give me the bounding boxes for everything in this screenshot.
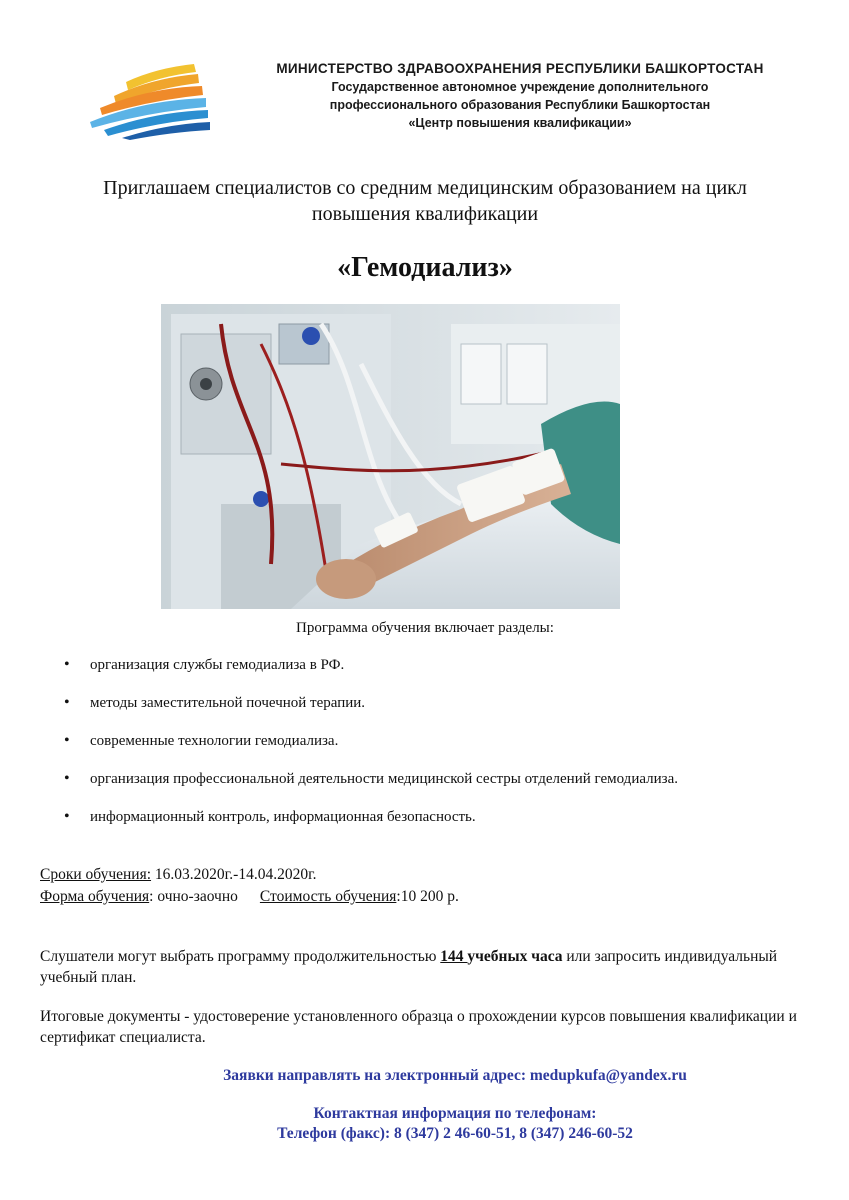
hours-number: 144 [440, 948, 468, 965]
list-item: • методы заместительной почечной терапии. [40, 692, 830, 730]
list-item: • организация профессиональной деятельности медицинской сестры отделений гемодиализа. [40, 768, 830, 806]
org-name-line-1: Государственное автономное учреждение дополнительного [331, 80, 709, 94]
invitation-line-1: Приглашаем специалистов со средним медицинским образованием на цикл [103, 177, 747, 199]
cost-label: Стоимость обучения [259, 888, 397, 905]
org-name-line-3: «Центр повышения квалификации» [408, 116, 632, 130]
hours-text-after: или запросить индивидуальный учебный план. [40, 948, 778, 986]
logo-stripes-icon [86, 60, 216, 140]
institution-logo [86, 60, 216, 140]
list-item: • информационный контроль, информационная безопасность. [40, 806, 830, 844]
invitation-line-2: повышения квалификации [311, 203, 539, 225]
dates-label: Сроки обучения: [40, 866, 152, 883]
hours-word: учебных часа [467, 948, 563, 965]
dates-row [40, 864, 459, 886]
organization-header [240, 60, 800, 132]
course-title: «Гемодиализ» [337, 252, 513, 283]
list-item: • современные технологии гемодиализа. [40, 730, 830, 768]
org-name-line-2: профессионального образования Республики Башкортостан [329, 98, 711, 112]
phones-line: Телефон (факс): 8 (347) 2 46-60-51, 8 (347) 246-60-52 [277, 1125, 633, 1142]
applications-email: Заявки направлять на электронный адрес: medupkufa@yandex.ru [223, 1067, 687, 1084]
documents-paragraph: Итоговые документы - удостоверение установленного образца о прохождении курсов повышения квалификации и сертификат специалиста. [40, 1008, 797, 1046]
program-sections-list [40, 654, 830, 844]
hemodialysis-photo [161, 304, 620, 609]
hours-highlight [440, 948, 562, 965]
hours-text-before: Слушатели могут выбрать программу продолжительностью [40, 948, 441, 965]
form-value: : очно-заочно [149, 888, 238, 905]
phones-title: Контактная информация по телефонам: [313, 1105, 597, 1122]
hours-paragraph [40, 946, 800, 988]
list-item: • организация службы гемодиализа в РФ. [40, 654, 830, 692]
hemodialysis-photo-icon [161, 304, 620, 609]
form-cost-row [40, 886, 459, 908]
invitation-text [40, 175, 810, 227]
contact-phones [40, 1104, 849, 1144]
course-terms [40, 864, 459, 908]
ministry-name: МИНИСТЕРСТВО ЗДРАВООХРАНЕНИЯ РЕСПУБЛИКИ БАШКОРТОСТАН [276, 61, 764, 76]
dates-value: 16.03.2020г.-14.04.2020г. [151, 866, 317, 883]
program-intro: Программа обучения включает разделы: [296, 620, 554, 636]
cost-value: :10 200 р. [396, 888, 459, 905]
form-label: Форма обучения [40, 888, 150, 905]
